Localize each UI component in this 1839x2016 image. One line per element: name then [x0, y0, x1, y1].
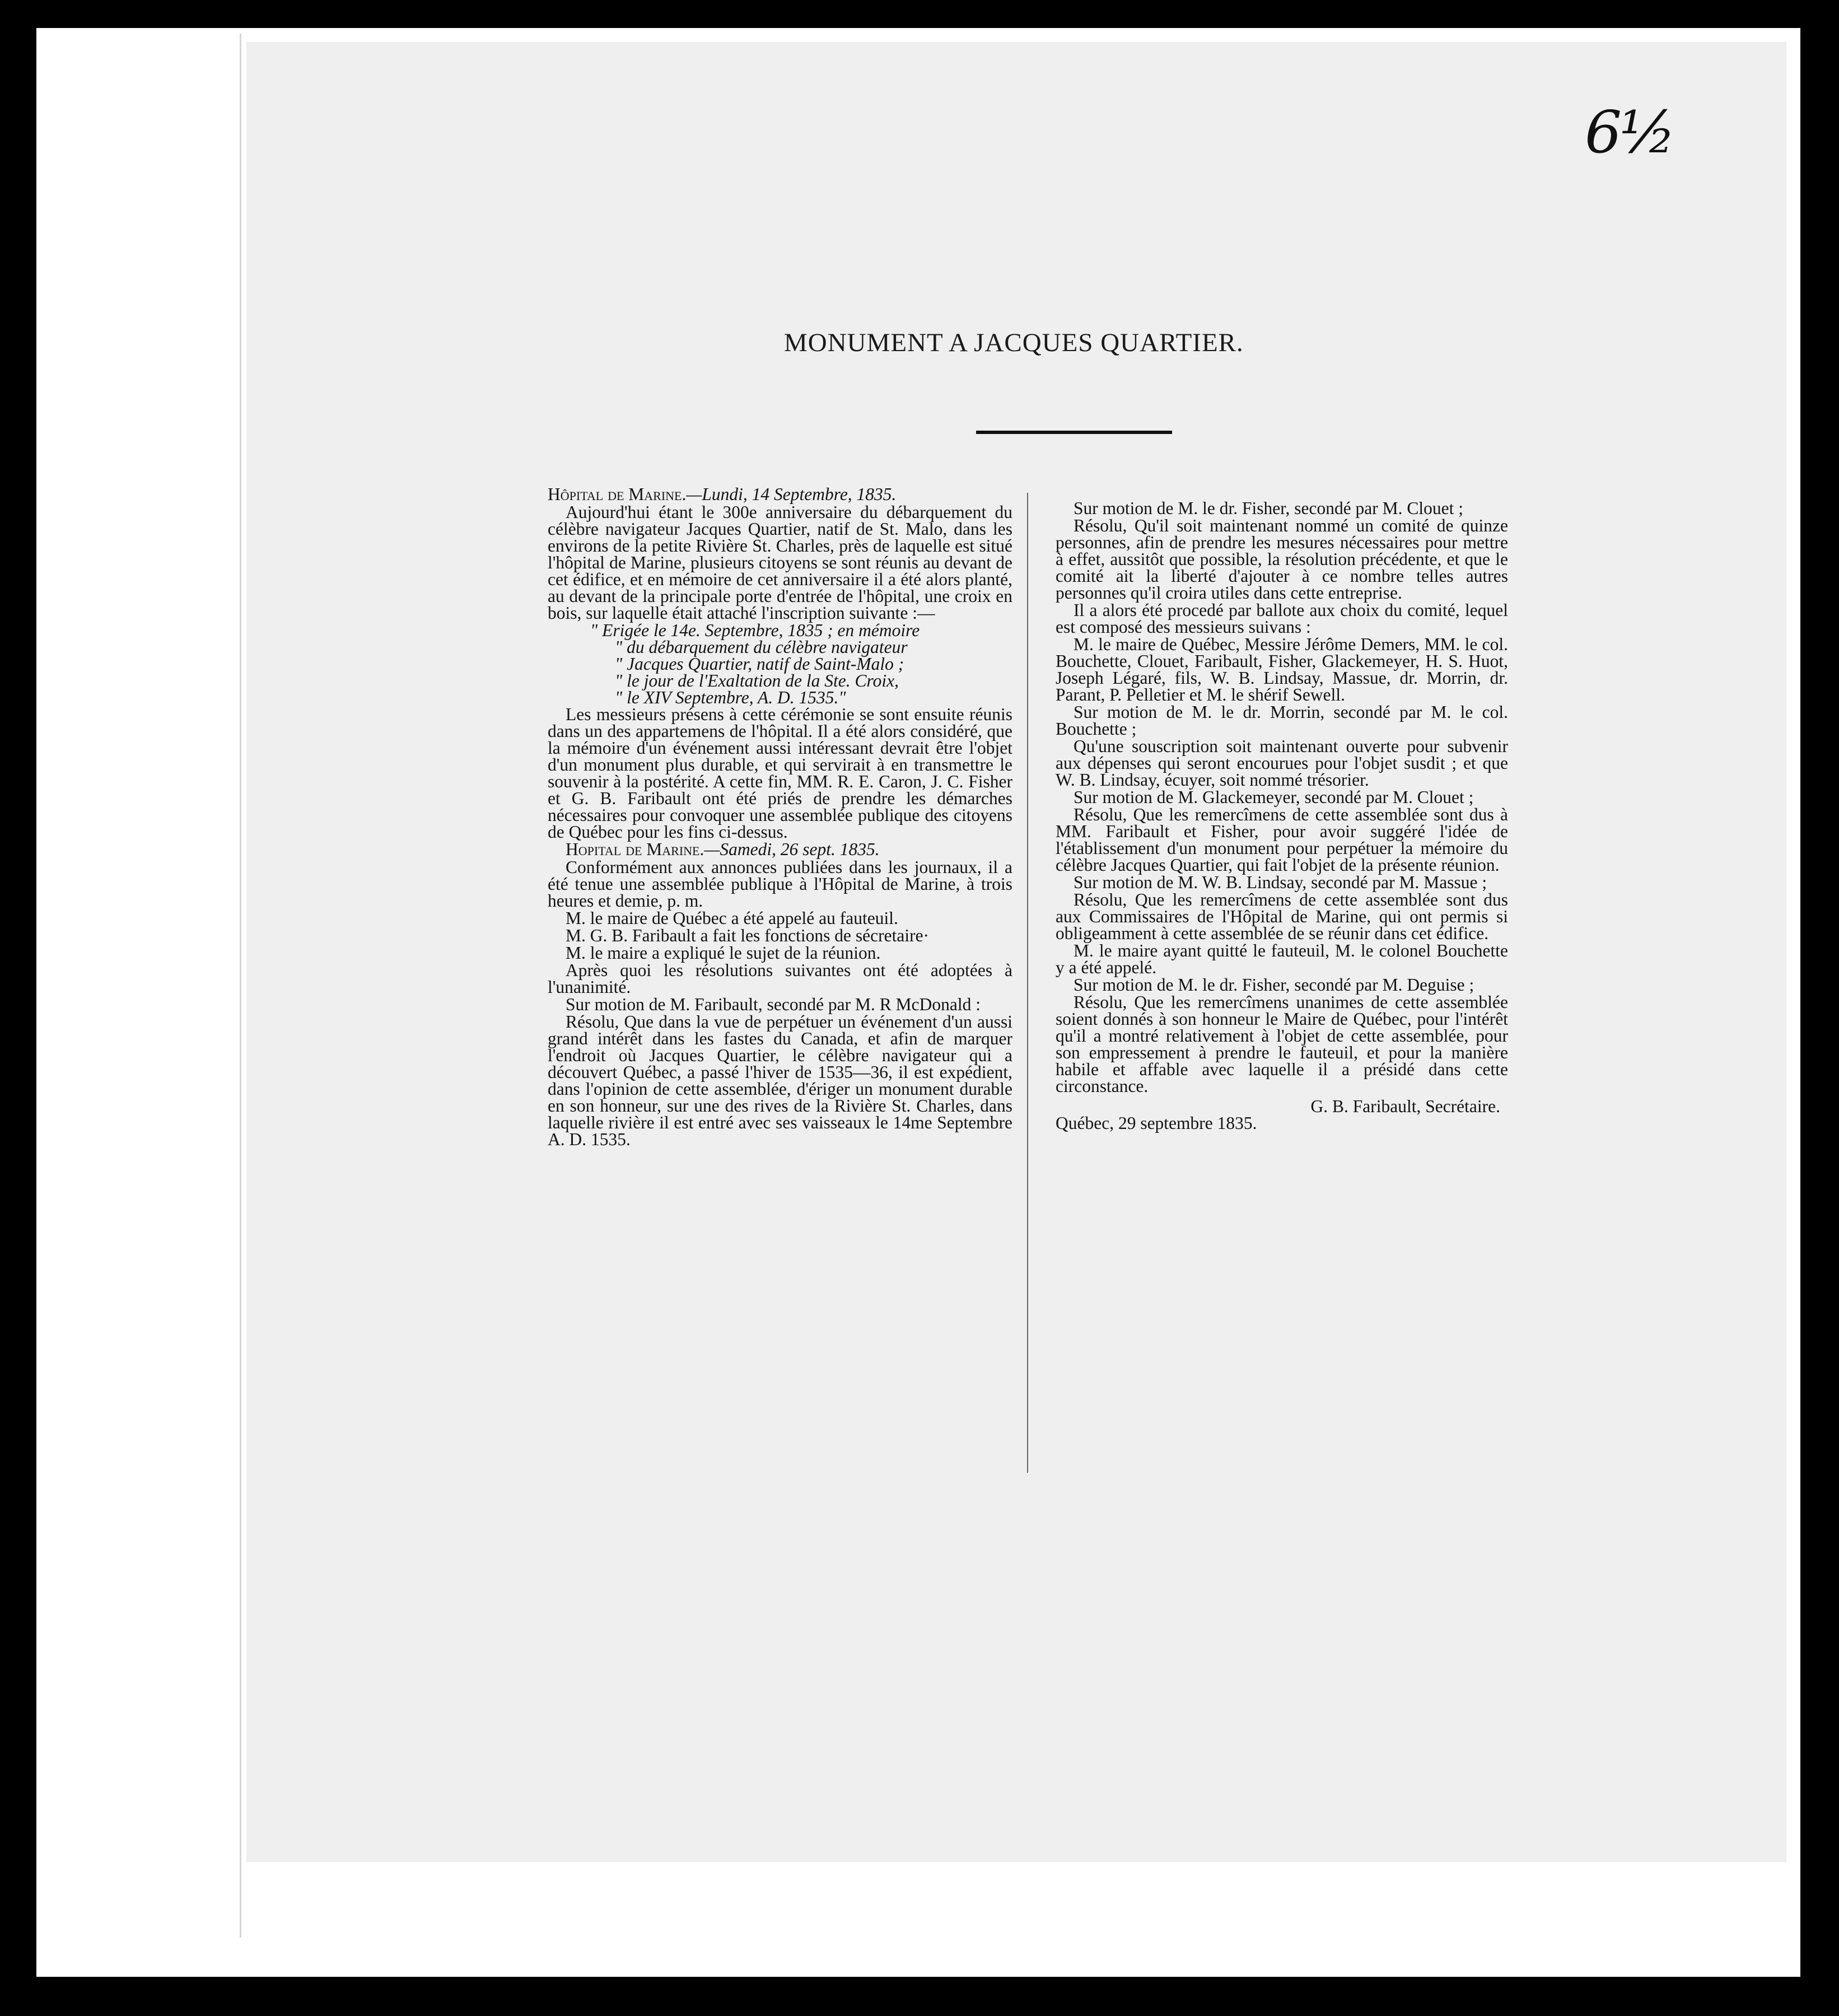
dateline-place: Hopital de Marine.: [566, 839, 704, 859]
paragraph: Résolu, Que les remercîmens de cette assemblée sont dus à MM. Faribault et Fisher, pour avoir suggéré l'idée de l'établissement d'un monument pour perpétuer la mémoire du célèbre Jacques Quartier, qui fait l'objet de la présente réunion.: [1056, 805, 1508, 875]
title-rule: [976, 431, 1172, 434]
paragraph: Sur motion de M. Glackemeyer, secondé par M. Clouet ;: [1073, 787, 1474, 807]
paragraph: Aujourd'hui étant le 300e anniversaire du débarquement du célèbre navigateur Jacques Quartier, natif de St. Malo, dans les environs de la petite Rivière St. Charles, près de laquelle est situé l'hôpital de Marine, plusieurs citoyens se sont réunis au devant de cet édifice, et en mémoire de cet anniversaire il a été alors planté, au devant de la principale porte d'entrée de l'hôpital, une croix en bois, sur laquelle était attaché l'inscription suivante :—: [548, 502, 1012, 623]
dateline: [548, 841, 1012, 858]
paragraph: M. le maire ayant quitté le fauteuil, M. le colonel Bouchette y a été appelé.: [1056, 941, 1508, 977]
inscription-line: " du débarquement du célèbre navigateur: [615, 637, 908, 657]
paragraph: Résolu, Que les remercîmens unanimes de cette assemblée soient donnés à son honneur le Maire de Québec, pour l'intérêt qu'il a montré relativement à l'objet de cette assemblée, pour son empressement à prendre le fauteuil, et pour la manière habile et affable avec laquelle il a présidé dans cette circonstance.: [1056, 992, 1508, 1096]
paragraph: M. le maire de Québec a été appelé au fauteuil.: [566, 908, 898, 928]
paragraph: Sur motion de M. le dr. Morrin, secondé par M. le col. Bouchette ;: [1056, 702, 1508, 739]
dateline-date: —Lundi, 14 Septembre, 1835.: [686, 484, 897, 504]
inscription-line: " le XIV Septembre, A. D. 1535.": [615, 688, 846, 707]
column-divider: [1027, 493, 1028, 1473]
paragraph: Les messieurs présens à cette cérémonie se sont ensuite réunis dans un des appartemens de l'hôpital. Il a été alors considéré, que la mémoire d'un événement aussi intéressant devrait être l'objet d'un monument plus durable, et qui servirait à en transmettre le souvenir à la postérité. A cette fin, MM. R. E. Caron, J. C. Fisher et G. B. Faribault ont été priés de prendre les démarches nécessaires pour convoquer une assemblée publique des citoyens de Québec pour les fins ci-dessus.: [548, 704, 1012, 842]
page-fold: [240, 34, 241, 1938]
dateline: [548, 486, 1012, 503]
page-title: MONUMENT A JACQUES QUARTIER.: [784, 328, 1244, 357]
paragraph: Qu'une souscription soit maintenant ouverte pour subvenir aux dépenses qui seront encourues pour l'objet susdit ; et que W. B. Lindsay, écuyer, soit nommé trésorier.: [1056, 736, 1508, 790]
right-column: [1056, 500, 1508, 1132]
paragraph: Résolu, Que dans la vue de perpétuer un événement d'un aussi grand intérêt dans les fastes du Canada, et afin de marquer l'endroit où Jacques Quartier, le célèbre navigateur qui a découvert Québec, a passé l'hiver de 1535—36, il est expédient, dans l'opinion de cette assemblée, d'ériger un monument durable en son honneur, sur une des rives de la Rivière St. Charles, dans laquelle rivière il est entré avec ses vaisseaux le 14me Septembre A. D. 1535.: [548, 1012, 1012, 1149]
paragraph: Sur motion de M. le dr. Fisher, secondé par M. Clouet ;: [1073, 498, 1464, 518]
dateline-place: Hôpital de Marine.: [548, 484, 687, 504]
place-date: Québec, 29 septembre 1835.: [1056, 1113, 1257, 1133]
document-sheet: [246, 42, 1786, 1862]
signature: G. B. Faribault, Secrétaire.: [1310, 1096, 1500, 1116]
paragraph: Sur motion de M. le dr. Fisher, secondé par M. Deguise ;: [1073, 975, 1474, 995]
paragraph: M. le maire a expliqué le sujet de la réunion.: [566, 943, 881, 963]
inscription-line: " Jacques Quartier, natif de Saint-Malo ;: [615, 654, 904, 674]
paragraph: Conformément aux annonces publiées dans les journaux, il a été tenue une assemblée publique à l'Hôpital de Marine, à trois heures et demie, p. m.: [548, 857, 1012, 911]
paragraph: M. G. B. Faribault a fait les fonctions de sécretaire·: [566, 926, 930, 945]
paragraph: Sur motion de M. Faribault, secondé par M. R McDonald :: [566, 995, 981, 1014]
paragraph: M. le maire de Québec, Messire Jérôme Demers, MM. le col. Bouchette, Clouet, Faribault, Fisher, Glackemeyer, H. S. Huot, Joseph Légaré, fils, W. B. Lindsay, Massue, dr. Morrin, dr. Parant, P. Pelletier et M. le shérif Sewell.: [1056, 634, 1508, 704]
paragraph: Après quoi les résolutions suivantes ont été adoptées à l'unanimité.: [548, 960, 1012, 997]
paragraph: Sur motion de M. W. B. Lindsay, secondé par M. Massue ;: [1073, 872, 1487, 892]
dateline-date: —Samedi, 26 sept. 1835.: [704, 839, 880, 859]
page-number: 6½: [1585, 98, 1674, 166]
left-column: [548, 486, 1012, 1149]
paragraph: Il a alors été procedé par ballote aux choix du comité, lequel est composé des messieurs suivans :: [1056, 600, 1508, 637]
inscription-line: " Erigée le 14e. Septembre, 1835 ; en mémoire: [590, 620, 920, 640]
paragraph: Résolu, Que les remercîmens de cette assemblée sont dus aux Commissaires de l'Hôpital de Marine, qui ont permis si obligeamment à cette assemblée de se réunir dans cet édifice.: [1056, 890, 1508, 943]
paragraph: Résolu, Qu'il soit maintenant nommé un comité de quinze personnes, afin de prendre les mesures nécessaires pour mettre à effet, aussitôt que possible, la résolution précédente, et que le comité ait la liberté d'ajouter à ce nombre telles autres personnes qu'il croira utiles dans cette entreprise.: [1056, 516, 1508, 603]
inscription-line: " le jour de l'Exaltation de la Ste. Croix,: [615, 671, 899, 690]
